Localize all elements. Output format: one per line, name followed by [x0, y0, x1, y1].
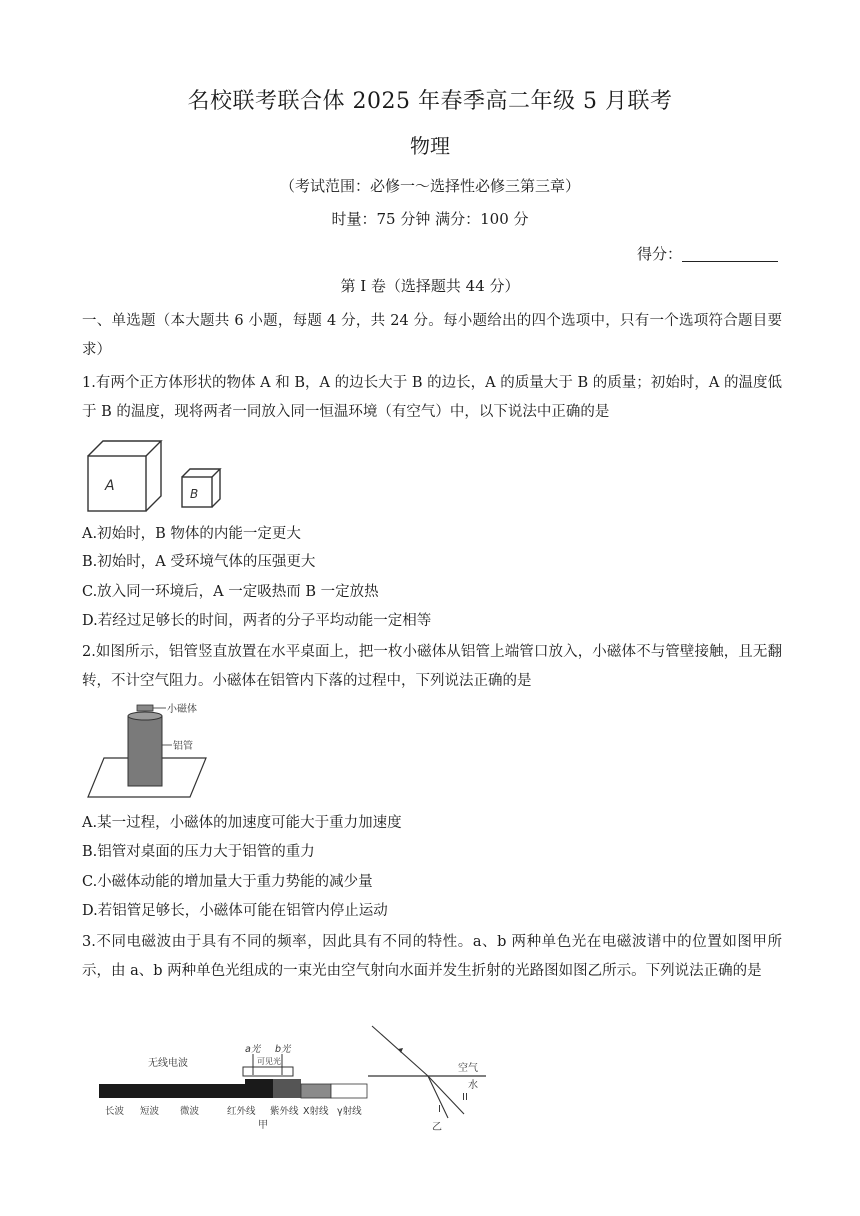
- refracted-ray-ii: [428, 1076, 464, 1114]
- a-light-label: a光: [245, 1044, 261, 1055]
- visible-band: [273, 1079, 301, 1098]
- visible-light-bracket: [243, 1067, 293, 1076]
- ray-i-label: I: [438, 1104, 441, 1115]
- volume-title: 第 I 卷（选择题共 44 分）: [340, 277, 520, 295]
- cube-a-label: A: [105, 478, 115, 494]
- question-3-stem: 3.不同电磁波由于具有不同的频率，因此具有不同的特性。a、b 两种单色光在电磁波谱中的位置如图甲所示，由 a、b 两种单色光组成的一束光由空气射向水面并发生折射的光路图如图乙所示。下列说法正确的是: [82, 934, 782, 979]
- band-xray: X射线: [303, 1106, 329, 1117]
- question-1-figure: [82, 437, 242, 517]
- band-ultraviolet: 紫外线: [270, 1106, 299, 1117]
- visible-light-label: 可见光: [257, 1057, 281, 1066]
- band-infrared: 红外线: [227, 1106, 256, 1117]
- aluminum-tube: [128, 716, 162, 786]
- question-1-option-d: D.若经过足够长的时间，两者的分子平均动能一定相等: [82, 613, 432, 629]
- b-light-label: b光: [275, 1044, 291, 1055]
- question-2-stem: 2.如图所示，铝管竖直放置在水平桌面上，把一枚小磁体从铝管上端管口放入，小磁体不与管壁接触，且无翻转，不计空气阻力。小磁体在铝管内下落的过程中，下列说法正确的是: [82, 644, 782, 689]
- uv-band: [301, 1084, 331, 1098]
- tube-top-opening: [128, 712, 162, 720]
- figure-yi-refraction: [360, 1018, 495, 1134]
- air-label: 空气: [458, 1063, 478, 1074]
- cube-a: [88, 441, 161, 511]
- cube-b-label: B: [190, 487, 199, 501]
- water-label: 水: [468, 1080, 478, 1091]
- question-1-option-a: A.初始时，B 物体的内能一定更大: [82, 526, 301, 542]
- band-gamma: γ射线: [337, 1106, 362, 1117]
- score-blank: [682, 247, 778, 262]
- score-field: [637, 243, 778, 264]
- magnet-label: 小磁体: [167, 704, 197, 715]
- subject-title: 物理: [410, 134, 450, 158]
- figure-jia-caption: 甲: [258, 1120, 268, 1131]
- question-2-option-d: D.若铝管足够长，小磁体可能在铝管内停止运动: [82, 903, 388, 919]
- time-and-score: 时量：75 分钟 满分：100 分: [331, 210, 529, 228]
- tube-label: 铝管: [173, 741, 193, 752]
- band-microwave: 微波: [180, 1106, 200, 1117]
- score-label: 得分：: [636, 245, 682, 263]
- radio-wave-label: 无线电波: [148, 1058, 188, 1069]
- question-1-stem: 1.有两个正方体形状的物体 A 和 B，A 的边长大于 B 的边长，A 的质量大于 B 的质量；初始时，A 的温度低于 B 的温度，现将两者一同放入同一恒温环境（有空气）中，以下说法中正确的是: [82, 375, 782, 420]
- figure-jia-spectrum: [95, 1040, 375, 1132]
- question-2-option-a: A.某一过程，小磁体的加速度可能大于重力加速度: [82, 815, 402, 831]
- ray-ii-label: II: [462, 1092, 468, 1103]
- band-long-wave: 长波: [105, 1106, 125, 1117]
- exam-title: 名校联考联合体 2025 年春季高二年级 5 月联考: [187, 89, 673, 114]
- small-magnet: [137, 705, 153, 711]
- infrared-band: [245, 1079, 273, 1098]
- question-2-figure: [82, 700, 232, 802]
- section-heading: 一、单选题（本大题共 6 小题，每题 4 分，共 24 分。每小题给出的四个选项中，只有一个选项符合题目要求）: [82, 313, 782, 358]
- question-2-option-b: B.铝管对桌面的压力大于铝管的重力: [82, 844, 315, 860]
- radio-band: [99, 1084, 245, 1098]
- question-1-option-c: C.放入同一环境后，A 一定吸热而 B 一定放热: [82, 584, 379, 600]
- question-1-option-b: B.初始时，A 受环境气体的压强更大: [82, 554, 316, 570]
- exam-scope: （考试范围：必修一～选择性必修三第三章）: [279, 177, 580, 195]
- band-short-wave: 短波: [140, 1106, 160, 1117]
- cube-b: [182, 469, 220, 507]
- figure-yi-caption: 乙: [432, 1122, 442, 1133]
- question-2-option-c: C.小磁体动能的增加量大于重力势能的减少量: [82, 874, 373, 890]
